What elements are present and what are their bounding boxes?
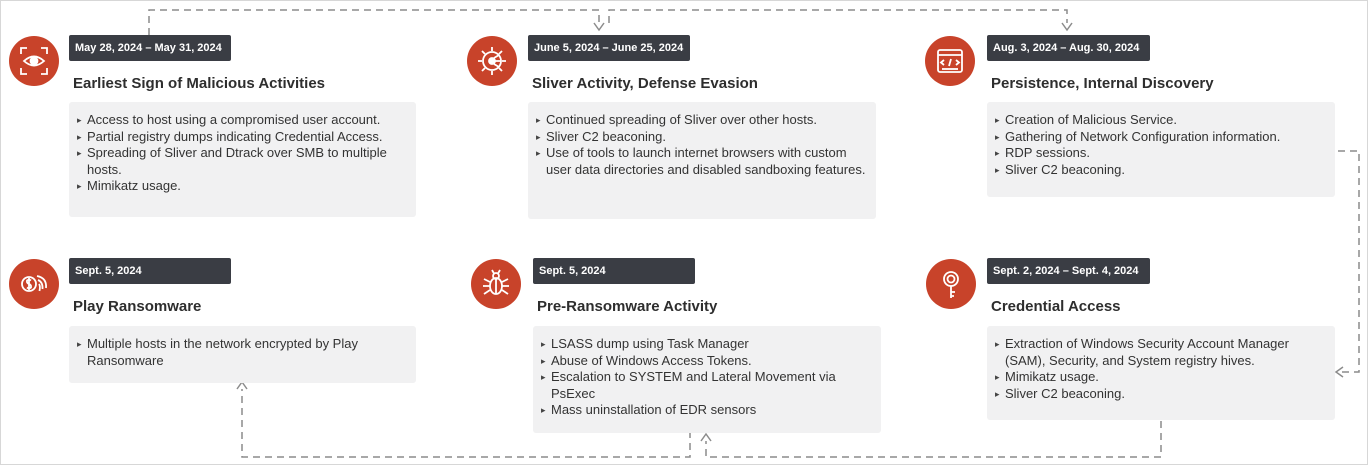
arrowhead-stage2 <box>594 23 604 30</box>
list-item: ▸ Mimikatz usage. <box>995 369 1327 386</box>
list-item: ▸ Access to host using a compromised user account. <box>77 112 408 129</box>
stage-date: June 5, 2024 – June 25, 2024 <box>528 35 690 61</box>
list-item: ▸ Sliver C2 beaconing. <box>536 129 868 146</box>
list-item: ▸ Partial registry dumps indicating Credential Access. <box>77 129 408 146</box>
stage-details-box <box>987 102 1335 197</box>
arrowhead-stage3 <box>1062 23 1072 30</box>
bug-icon <box>471 259 521 309</box>
list-item: ▸ Sliver C2 beaconing. <box>995 162 1327 179</box>
stage-details-list <box>77 112 408 195</box>
stage-date: Aug. 3, 2024 – Aug. 30, 2024 <box>987 35 1150 61</box>
list-item: ▸ Creation of Malicious Service. <box>995 112 1327 129</box>
stage-details-list <box>995 112 1327 178</box>
list-item: ▸ RDP sessions. <box>995 145 1327 162</box>
stage-details-box <box>533 326 881 433</box>
list-item: ▸ Use of tools to launch internet browsers with custom user data directories and disabled sandboxing features. <box>536 145 868 178</box>
code-window-icon <box>925 36 975 86</box>
list-item: ▸ Continued spreading of Sliver over other hosts. <box>536 112 868 129</box>
stage-title: Play Ransomware <box>73 298 202 315</box>
list-item: ▸ Abuse of Windows Access Tokens. <box>541 353 873 370</box>
list-item: ▸ Extraction of Windows Security Account Manager (SAM), Security, and System registry hives. <box>995 336 1327 369</box>
eye-scan-icon <box>9 36 59 86</box>
stage-details-box <box>987 326 1335 420</box>
list-item: ▸ Escalation to SYSTEM and Lateral Movement via PsExec <box>541 369 873 402</box>
list-item: ▸ LSASS dump using Task Manager <box>541 336 873 353</box>
key-lock-icon <box>926 259 976 309</box>
list-item: ▸ Mass uninstallation of EDR sensors <box>541 402 873 419</box>
list-item: ▸ Gathering of Network Configuration information. <box>995 129 1327 146</box>
stage-details-list <box>541 336 873 419</box>
stage-title: Pre-Ransomware Activity <box>537 298 718 315</box>
stage-details-list <box>995 336 1327 402</box>
stage-date: Sept. 5, 2024 <box>69 258 231 284</box>
list-item: ▸ Multiple hosts in the network encrypted by Play Ransomware <box>77 336 408 369</box>
stage-details-box <box>69 326 416 383</box>
stage-title: Sliver Activity, Defense Evasion <box>532 75 758 92</box>
gear-circuit-icon <box>467 36 517 86</box>
stage-details-list <box>536 112 868 178</box>
stage-title: Persistence, Internal Discovery <box>991 75 1214 92</box>
list-item: ▸ Mimikatz usage. <box>77 178 408 195</box>
arrowhead-stage6 <box>1336 367 1343 377</box>
arrowhead-stage4 <box>237 382 247 389</box>
stage-title: Earliest Sign of Malicious Activities <box>73 75 326 92</box>
stage-details-box <box>528 102 876 219</box>
stage-title: Credential Access <box>991 298 1121 315</box>
arrowhead-stage5 <box>701 434 711 441</box>
stage-date: Sept. 2, 2024 – Sept. 4, 2024 <box>987 258 1150 284</box>
connector-stage2-to-stage3 <box>609 10 1067 23</box>
connector-stage3-to-stage6 <box>1338 151 1359 372</box>
stage-date: Sept. 5, 2024 <box>533 258 695 284</box>
stage-date: May 28, 2024 – May 31, 2024 <box>69 35 231 61</box>
stage-details-box <box>69 102 416 217</box>
stage-details-list <box>77 336 408 369</box>
connector-stage1-to-stage2 <box>149 10 599 35</box>
list-item: ▸ Spreading of Sliver and Dtrack over SMB to multiple hosts. <box>77 145 408 178</box>
dollar-fingerprint-icon <box>9 259 59 309</box>
list-item: ▸ Sliver C2 beaconing. <box>995 386 1327 403</box>
